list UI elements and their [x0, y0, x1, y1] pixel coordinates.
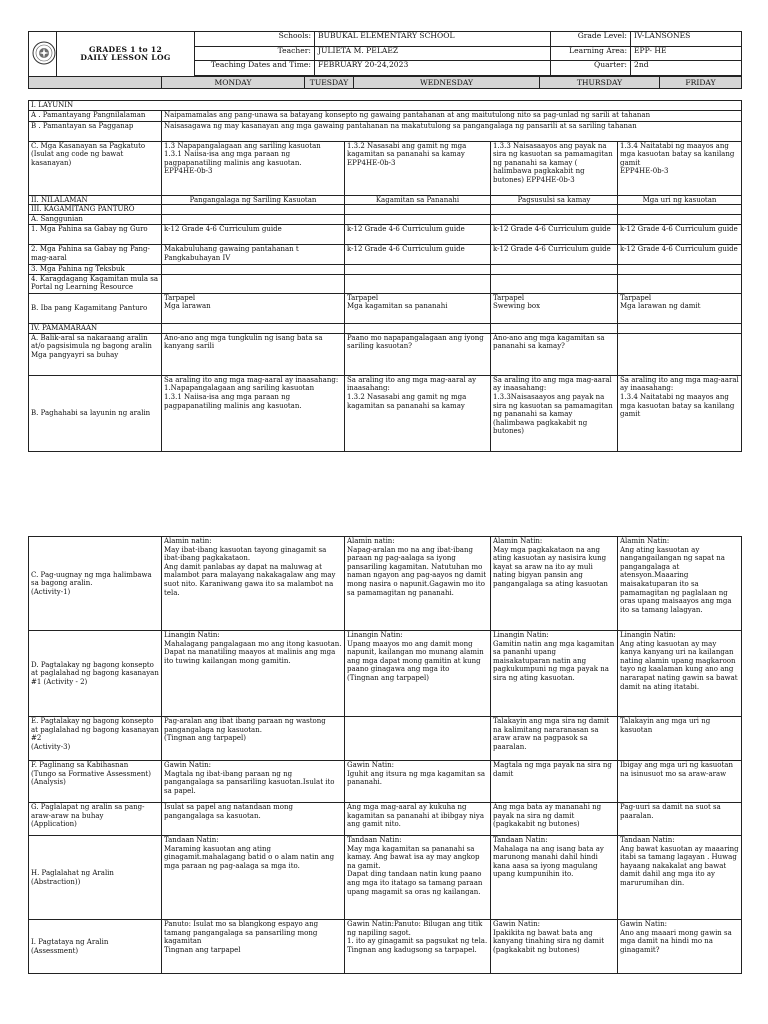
- grade-value: IV-LANSONES: [631, 32, 742, 47]
- balik-aral-monday: Ano-ano ang mga tungkulin ng isang bata sa kanyang sarili: [162, 333, 345, 375]
- pagtataya-thursday: Gawin Natin: Ipakikita ng bawat bata ang kanyang tinahing sira ng damit (pagkakabit ng butones): [491, 920, 618, 974]
- paglinang-friday: Ibigay ang mga uri ng kasuotan na isinusuot mo sa araw-araw: [618, 761, 742, 803]
- row-label-balik-aral: A. Balik-aral sa nakaraang aralin at/o pagsisimula ng bagong aralin Mga pangyayri sa buhay: [29, 333, 162, 375]
- pagtalakay-2-monday: Pag-aralan ang ibat ibang paraan ng wastong pangangalaga ng kasuotan. (Tingnan ang tarpapel): [162, 717, 345, 761]
- gabay-mag-aaral-friday: k-12 Grade 4-6 Curriculum guide: [618, 245, 742, 265]
- gabay-guro-monday: k-12 Grade 4-6 Curriculum guide: [162, 225, 345, 245]
- nilalaman-friday: Mga uri ng kasuotan: [618, 195, 742, 205]
- paghahabi-thursday: Sa araling ito ang mga mag-aaral ay inaasahang: 1.3.3Naisasaayos ang payak na sira ng kasuotan sa pamamagitan ng pananahi sa kamay (halimbawa pagkakabit ng butones): [491, 375, 618, 451]
- teacher-value: JULIETA M. PELAEZ: [315, 46, 551, 61]
- day-monday: MONDAY: [162, 77, 305, 89]
- pagtalakay-1-monday: Linangin Natin: Mahalagang pangalagaan mo ang itong kasuotan. Dapat na manatiling maayos at malinis ang mga ito tuwing kailangan mong gamitin.: [162, 631, 345, 717]
- pagtalakay-2-friday: Talakayin ang mga uri ng kasuotan: [618, 717, 742, 761]
- gabay-mag-aaral-wednesday: k-12 Grade 4-6 Curriculum guide: [345, 245, 491, 265]
- quarter-value: 2nd: [631, 61, 742, 76]
- section-layunin: I. LAYUNIN: [29, 101, 742, 111]
- pag-uugnay-thursday: Alamin Natin: May mga pagkakataon na ang ating kasuotan ay nasisira kung kayat sa araw na ito ay muli nating bigyan pansin ang pangangalaga sa ating kasuotan: [491, 537, 618, 631]
- balik-aral-thursday: Ano-ano ang mga kagamitan sa pananahi sa kamay?: [491, 333, 618, 375]
- paglalapat-friday: Pag-uuri sa damit na suot sa paaralan.: [618, 803, 742, 836]
- row-label-paglalahat: H. Paglalahat ng Aralin (Abstraction)): [29, 836, 162, 920]
- pagtalakay-1-thursday: Linangin Natin: Gamitin natin ang mga kagamitan sa pananhi upang maisakatuparan natin ang pagkukumpuni ng mga payak na sira ng ating kasuotan.: [491, 631, 618, 717]
- row-label-pamantayan-sa-pagganap: B . Pamantayan sa Pagganap: [29, 121, 162, 141]
- iba-kagamitan-monday: Tarpapel Mga larawan: [162, 293, 345, 323]
- row-label-iba-pang-kagamitan: B. Iba pang Kagamitang Panturo: [29, 293, 162, 323]
- lesson-log-page-1: [28, 31, 741, 452]
- row-label-nilalaman: II. NILALAMAN: [29, 195, 162, 205]
- days-row: [28, 76, 742, 89]
- lesson-table-page-2: [28, 536, 742, 974]
- gabay-guro-wednesday: k-12 Grade 4-6 Curriculum guide: [345, 225, 491, 245]
- gabay-guro-friday: k-12 Grade 4-6 Curriculum guide: [618, 225, 742, 245]
- paglalapat-wednesday: Ang mga mag-aaral ay kukuha ng kagamitan sa pananahi at ibibgay niya ang gamit nito.: [345, 803, 491, 836]
- title-grades: GRADES 1 to 12: [88, 44, 163, 54]
- row-label-pagtalakay-1: D. Pagtalakay ng bagong konsepto at paglalahad ng bagong kasanayan #1 (Activity - 2): [29, 631, 162, 717]
- row-label-pamantayang-pangnilalaman: A . Pamantayang Pangnilalaman: [29, 110, 162, 121]
- paghahabi-wednesday: Sa araling ito ang mga mag-aaral ay inaasahang: 1.3.2 Nasasabi ang gamit ng mga kagamitan sa pananahi sa kamay: [345, 375, 491, 451]
- row-label-sanggunian: A. Sanggunian: [29, 215, 162, 225]
- pagtataya-wednesday: Gawin Natin:Panuto: Bilugan ang titik ng napiling sagot. 1. ito ay ginagamit sa pagsukat ng tela. Tingnan ang kadugsong sa tarpapel.: [345, 920, 491, 974]
- row-label-paglinang: F. Paglinang sa Kabihasnan (Tungo sa Formative Assessment) (Analysis): [29, 761, 162, 803]
- pag-uugnay-wednesday: Alamin natin: Napag-aralan mo na ang ibat-ibang paraan ng pag-aalaga sa iyong pansariling kagamitan. Natutuhan mo naman ngayon ang pag-aayos ng damit mong nasira o napunit.Gagawin mo ito sa pamamagitan ng pananahi.: [345, 537, 491, 631]
- row-label-pagtalakay-2: E. Pagtalakay ng bagong konsepto at paglalahad ng bagong kasanayan #2 (Activity-3): [29, 717, 162, 761]
- paglalapat-thursday: Ang mga bata ay mananahi ng payak na sira ng damit (pagkakabit ng butones): [491, 803, 618, 836]
- deped-seal: [29, 32, 57, 77]
- quarter-label: Quarter:: [551, 61, 631, 76]
- deped-seal-icon: [32, 41, 56, 65]
- days-blank: [29, 77, 162, 89]
- iba-kagamitan-thursday: Tarpapel Swewing box: [491, 293, 618, 323]
- pagtalakay-1-wednesday: Linangin Natin: Upang maayos mo ang damit mong napunit, kailangan mo munang alamin ang mga dapat mong gamitin at kung paano ginagawa ang mga ito (Tingnan ang tarpapel): [345, 631, 491, 717]
- row-label-kagamitang-panturo: III. KAGAMITANG PANTURO: [29, 205, 162, 215]
- paglalahat-friday: Tandaan Natin: Ang bawat kasuotan ay maaaring itabi sa tamang lagayan . Huwag hayaang nakakalat ang bawat damit dahil ang mga ito ay marurumihan din.: [618, 836, 742, 920]
- header-table: [28, 31, 742, 77]
- row-label-kasanayan: C. Mga Kasanayan sa Pagkatuto (Isulat ang code ng bawat kasanayan): [29, 141, 162, 195]
- paglalahat-monday: Tandaan Natin: Maraming kasuotan ang ating ginagamit.mahalagang batid o o alam natin ang mga paraan ng pag-aalaga sa mga ito.: [162, 836, 345, 920]
- nilalaman-thursday: Pagsusulsi sa kamay: [491, 195, 618, 205]
- iba-kagamitan-wednesday: Tarpapel Mga kagamitan sa pananahi: [345, 293, 491, 323]
- day-wednesday: WEDNESDAY: [354, 77, 540, 89]
- paglalahat-thursday: Tandaan Natin: Mahalaga na ang isang bata ay marunong manahi dahil hindi kana aasa sa iyong magulang upang kumpunihin ito.: [491, 836, 618, 920]
- paghahabi-friday: Sa araling ito ang mga mag-aaral ay inaasahang: 1.3.4 Naitatabi ng maayos ang mga kasuotan batay sa kanilang gamit: [618, 375, 742, 451]
- day-thursday: THURSDAY: [540, 77, 660, 89]
- kasanayan-monday: 1.3 Napapangalagaan ang sariling kasuotan 1.3.1 Naiisa-isa ang mga paraan ng pagpapanatiling malinis ang kasuotan. EPP4HE-0b-3: [162, 141, 345, 195]
- kasanayan-wednesday: 1.3.2 Nasasabi ang gamit ng mga kagamitan sa pananahi sa kamay EPP4HE-0b-3: [345, 141, 491, 195]
- balik-aral-wednesday: Paano mo napapangalagaan ang iyong sariling kasuotan?: [345, 333, 491, 375]
- pagtataya-monday: Panuto: Isulat mo sa blangkong espayo ang tamang pangangalaga sa pansariling mong kagamitan Tingnan ang tarpapel: [162, 920, 345, 974]
- kasanayan-friday: 1.3.4 Naitatabi ng maayos ang mga kasuotan batay sa kanilang gamit EPP4HE-0b-3: [618, 141, 742, 195]
- kasanayan-thursday: 1.3.3 Naisasaayos ang payak na sira ng kasuotan sa pamamagitan ng pananahi sa kamay ( halimbawa pagkakabit ng butones) EPP4HE-0b-3: [491, 141, 618, 195]
- row-label-pag-uugnay: C. Pag-uugnay ng mga halimbawa sa bagong aralin. (Activity-1): [29, 537, 162, 631]
- row-label-gabay-guro: 1. Mga Pahina sa Gabay ng Guro: [29, 225, 162, 245]
- pag-uugnay-monday: Alamin natin: May ibat-ibang kasuotan tayong ginagamit sa ibat-ibang pagkakataon. Ang damit panlabas ay dapat na maluwag at malambot para malayang nakakagalaw ang may suot nito. Karaniwang gawa ito sa malambot na tela.: [162, 537, 345, 631]
- nilalaman-wednesday: Kagamitan sa Pananahi: [345, 195, 491, 205]
- title-dll: DAILY LESSON LOG: [80, 53, 171, 62]
- pamantayang-pangnilalaman-text: Naipamamalas ang pang-unawa sa batayang konsepto ng gawaing pantahanan at ang maitutulong nito sa pag-unlad ng sarili at tahanan: [162, 110, 742, 121]
- gabay-mag-aaral-monday: Makabuluhang gawaing pantahanan t Pangkabuhayan IV: [162, 245, 345, 265]
- row-label-teksbuk: 3. Mga Pahina ng Teksbuk: [29, 265, 162, 275]
- day-friday: FRIDAY: [660, 77, 742, 89]
- row-label-karagdagang-kagamitan: 4. Karagdagang Kagamitan mula sa Portal ng Learning Resource: [29, 274, 162, 293]
- pamantayan-sa-pagganap-text: Naisasagawa ng may kasanayan ang mga gawaing pantahanan na makatutulong sa pangangalaga ng pansarili at sa sariling tahanan: [162, 121, 742, 141]
- pagtalakay-1-friday: Linangin Natin: Ang ating kasuotan ay may kanya kanyang uri na kailangan nating alamin upang magkaroon tayo ng kaalaman kung ano ang nararapat nating gawin sa bawat damit na ating itatabi.: [618, 631, 742, 717]
- nilalaman-monday: Pangangalaga ng Sariling Kasuotan: [162, 195, 345, 205]
- gabay-guro-thursday: k-12 Grade 4-6 Curriculum guide: [491, 225, 618, 245]
- dates-value: FEBRUARY 20-24,2023: [315, 61, 551, 76]
- day-tuesday: TUESDAY: [305, 77, 354, 89]
- row-label-paghahabi: B. Paghahabi sa layunin ng aralin: [29, 375, 162, 451]
- lesson-log-page-2: [28, 536, 741, 974]
- paghahabi-monday: Sa araling ito ang mga mag-aaral ay inaasahang: 1.Napapangalagaan ang sariling kasuotan 1.3.1 Naiisa-isa ang mga paraan ng pagpapanatiling malinis ang kasuotan.: [162, 375, 345, 451]
- school-label: Schools:: [195, 32, 315, 47]
- gabay-mag-aaral-thursday: k-12 Grade 4-6 Curriculum guide: [491, 245, 618, 265]
- paglinang-wednesday: Gawin Natin: Iguhit ang itsura ng mga kagamitan sa pananahi.: [345, 761, 491, 803]
- school-value: BUBUKAL ELEMENTARY SCHOOL: [315, 32, 551, 47]
- row-label-paglalapat: G. Paglalapat ng aralin sa pang-araw-araw na buhay (Application): [29, 803, 162, 836]
- pagtalakay-2-thursday: Talakayin ang mga sira ng damit na kalimitang nararanasan sa araw araw na pagpasok sa paaralan.: [491, 717, 618, 761]
- iba-kagamitan-friday: Tarpapel Mga larawan ng damit: [618, 293, 742, 323]
- row-label-pamamaraan: IV. PAMAMARAAN: [29, 323, 162, 333]
- paglalapat-monday: Isulat sa papel ang natandaan mong pangangalaga sa kasuotan.: [162, 803, 345, 836]
- paglinang-thursday: Magtala ng mga payak na sira ng damit: [491, 761, 618, 803]
- lesson-table-page-1: [28, 100, 742, 452]
- dates-label: Teaching Dates and Time:: [195, 61, 315, 76]
- paglinang-monday: Gawin Natin: Magtala ng ibat-ibang paraan ng ng pangangalaga sa pansariling kasuotan.Isulat ito sa papel.: [162, 761, 345, 803]
- row-label-pagtataya: I. Pagtataya ng Aralin (Assessment): [29, 920, 162, 974]
- paglalahat-wednesday: Tandaan Natin: May mga kagamitan sa pananahi sa kamay. Ang bawat isa ay may angkop na gamit. Dapat ding tandaan natin kung paano ang mga ito itatago sa tamang paraan upang magamit sa oras ng kailangan.: [345, 836, 491, 920]
- pag-uugnay-friday: Alamin Natin: Ang ating kasuotan ay nangangailangan ng sapat na pangangalaga at atensyon.Maaaring maisakatuparan ito sa pamamagitan ng paglalaan ng oras upang maisaayos ang mga ito sa tamang lalagyan.: [618, 537, 742, 631]
- row-label-gabay-mag-aaral: 2. Mga Pahina sa Gabay ng Pang-mag-aaral: [29, 245, 162, 265]
- lesson-log-title: [57, 32, 195, 77]
- pagtataya-friday: Gawin Natin: Ano ang maaari mong gawin sa mga damit na hindi mo na ginagamit?: [618, 920, 742, 974]
- area-label: Learning Area:: [551, 46, 631, 61]
- grade-label: Grade Level:: [551, 32, 631, 47]
- teacher-label: Teacher:: [195, 46, 315, 61]
- area-value: EPP- HE: [631, 46, 742, 61]
